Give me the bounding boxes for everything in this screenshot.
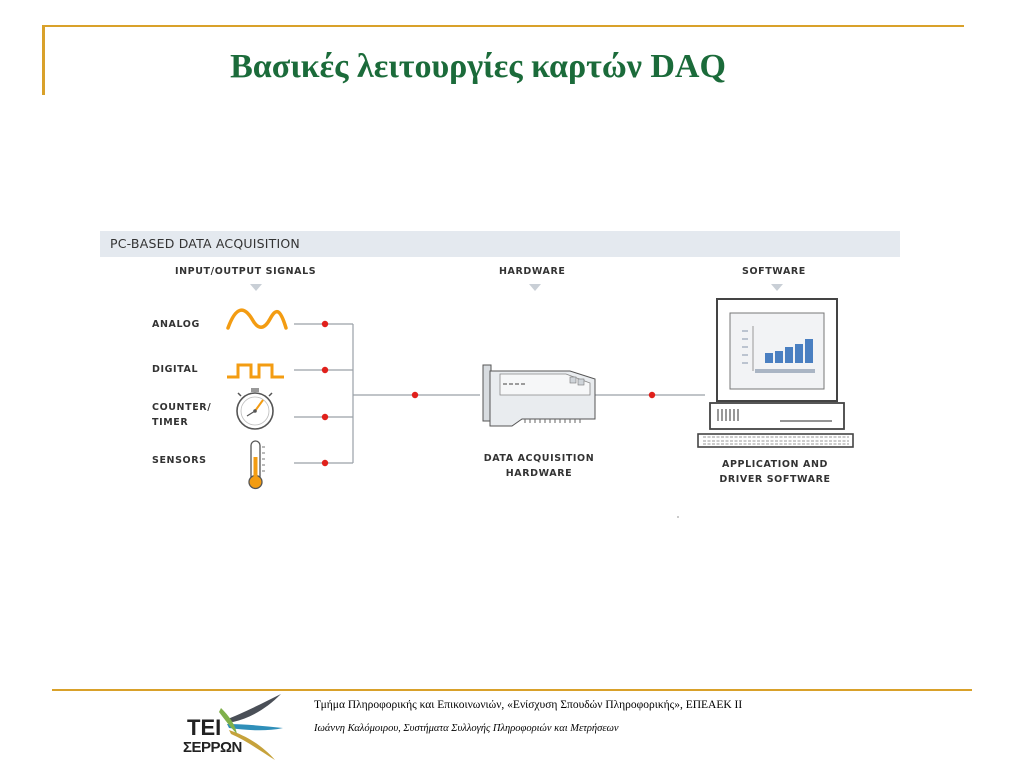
signal-label-counter: COUNTER/ (152, 402, 212, 413)
software-caption-line2: DRIVER SOFTWARE (719, 474, 831, 485)
hardware-caption (474, 451, 604, 481)
chart-bar (785, 347, 793, 363)
logo-text-tei: ΤΕΙ (187, 715, 222, 740)
column-label-hardware: HARDWARE (499, 266, 566, 277)
signal-label-sensors: SENSORS (152, 455, 207, 466)
signal-label-digital: DIGITAL (152, 364, 199, 375)
digital-square-wave-icon (227, 365, 284, 377)
signals-pointer-icon (250, 284, 262, 291)
signal-label-counter-timer (152, 400, 211, 430)
signal-label-timer: TIMER (152, 417, 189, 428)
analog-connector-dot (322, 321, 328, 327)
chart-bar (775, 351, 783, 363)
column-label-signals: INPUT/OUTPUT SIGNALS (175, 266, 317, 277)
software-caption (700, 457, 850, 487)
hardware-connector-dot (649, 392, 655, 398)
diagram-header-title: PC-BASED DATA ACQUISITION (110, 236, 300, 251)
software-pointer-icon (771, 284, 783, 291)
digital-connector-dot (322, 367, 328, 373)
hardware-pointer-icon (529, 284, 541, 291)
computer-icon (698, 299, 853, 447)
analog-wave-icon (228, 310, 286, 328)
stopwatch-icon (237, 388, 273, 429)
footer-department: Τμήμα Πληροφορικής και Επικοινωνιών, «Ενίσχυση Σπουδών Πληροφορικής», ΕΠΕΑΕΚ ΙΙ (314, 699, 743, 711)
counter-connector-dot (322, 414, 328, 420)
bus-connector-dot (412, 392, 418, 398)
software-caption-line1: APPLICATION AND (722, 459, 828, 470)
chart-bar (795, 344, 803, 363)
thermometer-icon (249, 441, 265, 489)
logo-text-serron: ΣΕΡΡΩΝ (183, 739, 242, 756)
chart-bar (765, 353, 773, 363)
top-rule (43, 25, 964, 27)
signal-label-analog: ANALOG (152, 319, 200, 330)
column-label-software: SOFTWARE (742, 266, 806, 277)
daq-card-icon (483, 365, 595, 426)
sensors-connector-dot (322, 460, 328, 466)
slide-title: Βασικές λειτουργίες καρτών DAQ (230, 48, 726, 85)
hardware-caption-line2: HARDWARE (505, 468, 573, 479)
footer-course: Ιωάννη Καλόμοιρου, Συστήματα Συλλογής Πληροφοριών και Μετρήσεων (314, 723, 619, 734)
daq-diagram (100, 231, 900, 521)
chart-bar (805, 339, 813, 363)
tei-serron-logo (183, 690, 293, 766)
hardware-caption-line1: DATA ACQUISITION (483, 453, 595, 464)
